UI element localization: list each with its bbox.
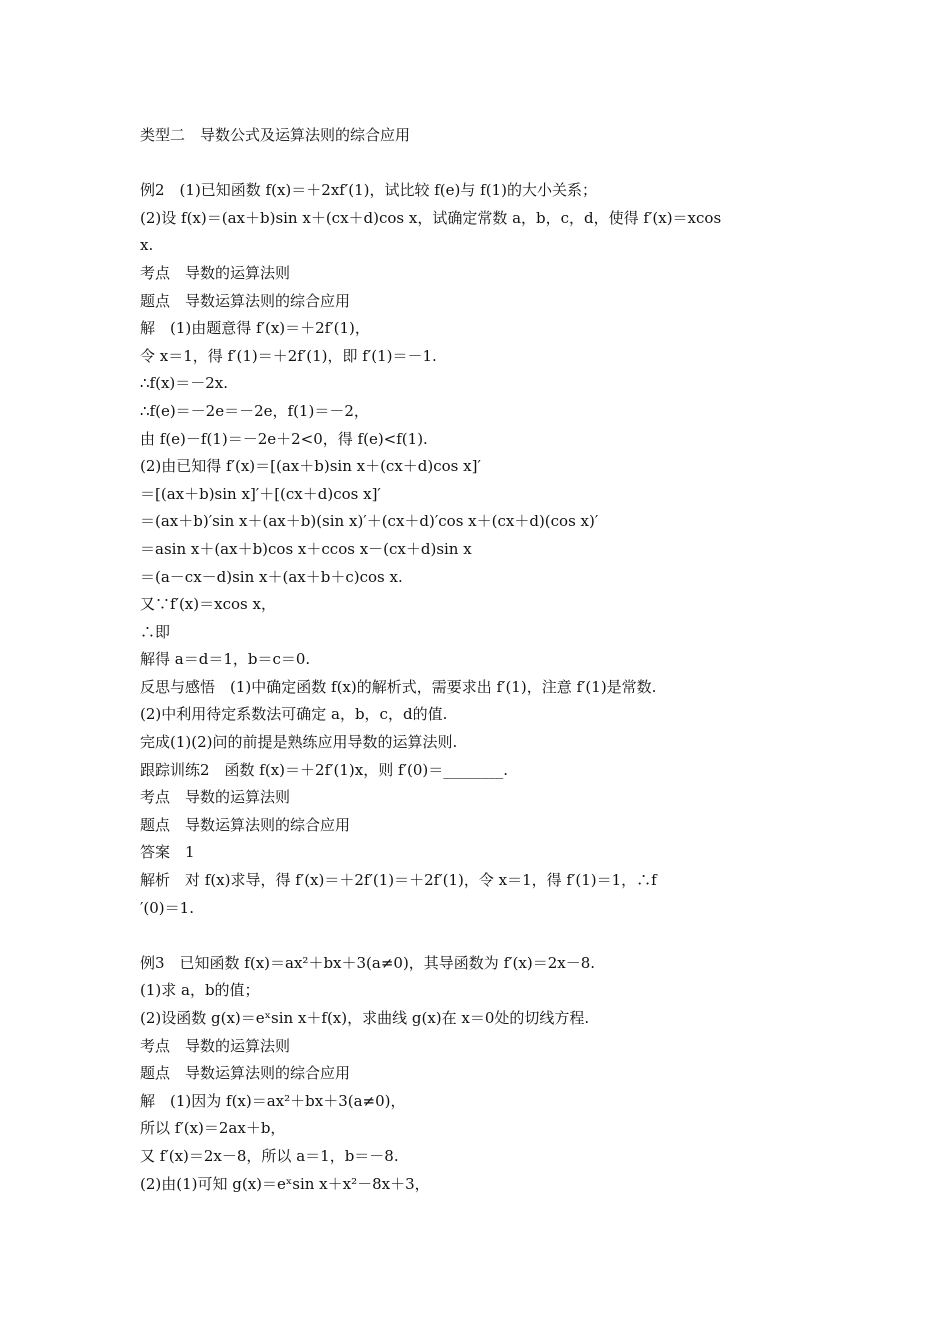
example-3-solution-line: 所以 f′(x)＝2ax＋b， bbox=[140, 1119, 286, 1138]
example-2-solution-line: 解 (1)由题意得 f′(x)＝＋2f′(1)， bbox=[140, 319, 370, 338]
training-2-answer: 答案 1 bbox=[140, 843, 195, 862]
example-3-subtopic: 题点 导数运算法则的综合应用 bbox=[140, 1064, 351, 1083]
example-2-solution-line: ＝(a－cx－d)sin x＋(ax＋b＋c)cos x. bbox=[140, 567, 403, 586]
example-2-reflection: 反思与感悟 (1)中确定函数 f(x)的解析式，需要求出 f′(1)，注意 f′(1)是常数. bbox=[140, 677, 657, 696]
example-2-reflection: (2)中利用待定系数法可确定 a，b，c，d的值. bbox=[140, 705, 448, 724]
example-2-solution-line: ＝(ax＋b)′sin x＋(ax＋b)(sin x)′＋(cx＋d)′cos x＋(cx＋d)(cos x)′ bbox=[140, 512, 599, 531]
example-2-problem-1: 例2 (1)已知函数 f(x)＝＋2xf′(1)，试比较 f(e)与 f(1)的大小关系； bbox=[140, 181, 597, 200]
example-2-solution-line: (2)由已知得 f′(x)＝[(ax＋b)sin x＋(cx＋d)cos x]′ bbox=[140, 457, 481, 476]
example-2-subtopic: 题点 导数运算法则的综合应用 bbox=[140, 291, 351, 310]
section-title: 类型二 导数公式及运算法则的综合应用 bbox=[140, 126, 411, 144]
example-3-solution-line: 又 f′(x)＝2x－8，所以 a＝1，b＝－8. bbox=[140, 1146, 399, 1165]
example-3-solution-line: 解 (1)因为 f(x)＝ax²＋bx＋3(a≠0)， bbox=[140, 1091, 406, 1110]
example-3-block bbox=[140, 950, 820, 1198]
example-3-solution-line: (2)由(1)可知 g(x)＝eˣsin x＋x²－8x＋3， bbox=[140, 1174, 430, 1193]
example-2-reflection: 完成(1)(2)问的前提是熟练应用导数的运算法则. bbox=[140, 733, 458, 752]
example-3-problem: 例3 已知函数 f(x)＝ax²＋bx＋3(a≠0)，其导函数为 f′(x)＝2x－8. bbox=[140, 953, 596, 972]
example-2-solution-line: ∴f(x)＝－2x. bbox=[140, 374, 229, 393]
document-body bbox=[140, 122, 820, 1198]
example-2-solution-line: 又∵f′(x)＝xcos x， bbox=[140, 595, 276, 614]
example-2-solution-line: 由 f(e)－f(1)＝－2e＋2<0，得 f(e)<f(1). bbox=[140, 429, 428, 448]
example-2-topic: 考点 导数的运算法则 bbox=[140, 263, 291, 282]
training-2-analysis: 解析 对 f(x)求导，得 f′(x)＝＋2f′(1)＝＋2f′(1)，令 x＝1，得 f′(1)＝1，∴f bbox=[140, 871, 657, 890]
training-2-analysis-cont: ′(0)＝1. bbox=[140, 898, 194, 917]
example-3-part-2: (2)设函数 g(x)＝eˣsin x＋f(x)，求曲线 g(x)在 x＝0处的切线方程. bbox=[140, 1009, 590, 1027]
example-2-problem-2: (2)设 f(x)＝(ax＋b)sin x＋(cx＋d)cos x，试确定常数 a，b，c，d，使得 f′(x)＝xcos bbox=[140, 208, 722, 227]
example-3-part-1: (1)求 a，b的值； bbox=[140, 981, 260, 1000]
training-2-problem: 跟踪训练2 函数 f(x)＝＋2f′(1)x，则 f′(0)＝________. bbox=[140, 760, 508, 779]
example-2-solution-line: ＝asin x＋(ax＋b)cos x＋ccos x－(cx＋d)sin x bbox=[140, 539, 472, 558]
example-2-block bbox=[140, 177, 820, 756]
example-2-problem-2-cont: x. bbox=[140, 236, 154, 255]
example-2-solution-line: ∴f(e)＝－2e＝－2e，f(1)＝－2， bbox=[140, 401, 369, 420]
example-2-solution-line: ∴即 bbox=[140, 622, 171, 641]
spacer bbox=[140, 922, 820, 950]
training-2-subtopic: 题点 导数运算法则的综合应用 bbox=[140, 815, 351, 834]
example-2-solution-line: ＝[(ax＋b)sin x]′＋[(cx＋d)cos x]′ bbox=[140, 484, 381, 503]
example-3-topic: 考点 导数的运算法则 bbox=[140, 1036, 291, 1055]
example-2-solution-line: 解得 a＝d＝1，b＝c＝0. bbox=[140, 650, 311, 669]
spacer bbox=[140, 150, 820, 178]
training-2-block bbox=[140, 757, 820, 923]
example-2-solution-line: 令 x＝1，得 f′(1)＝＋2f′(1)，即 f′(1)＝－1. bbox=[140, 346, 437, 365]
training-2-topic: 考点 导数的运算法则 bbox=[140, 788, 291, 807]
